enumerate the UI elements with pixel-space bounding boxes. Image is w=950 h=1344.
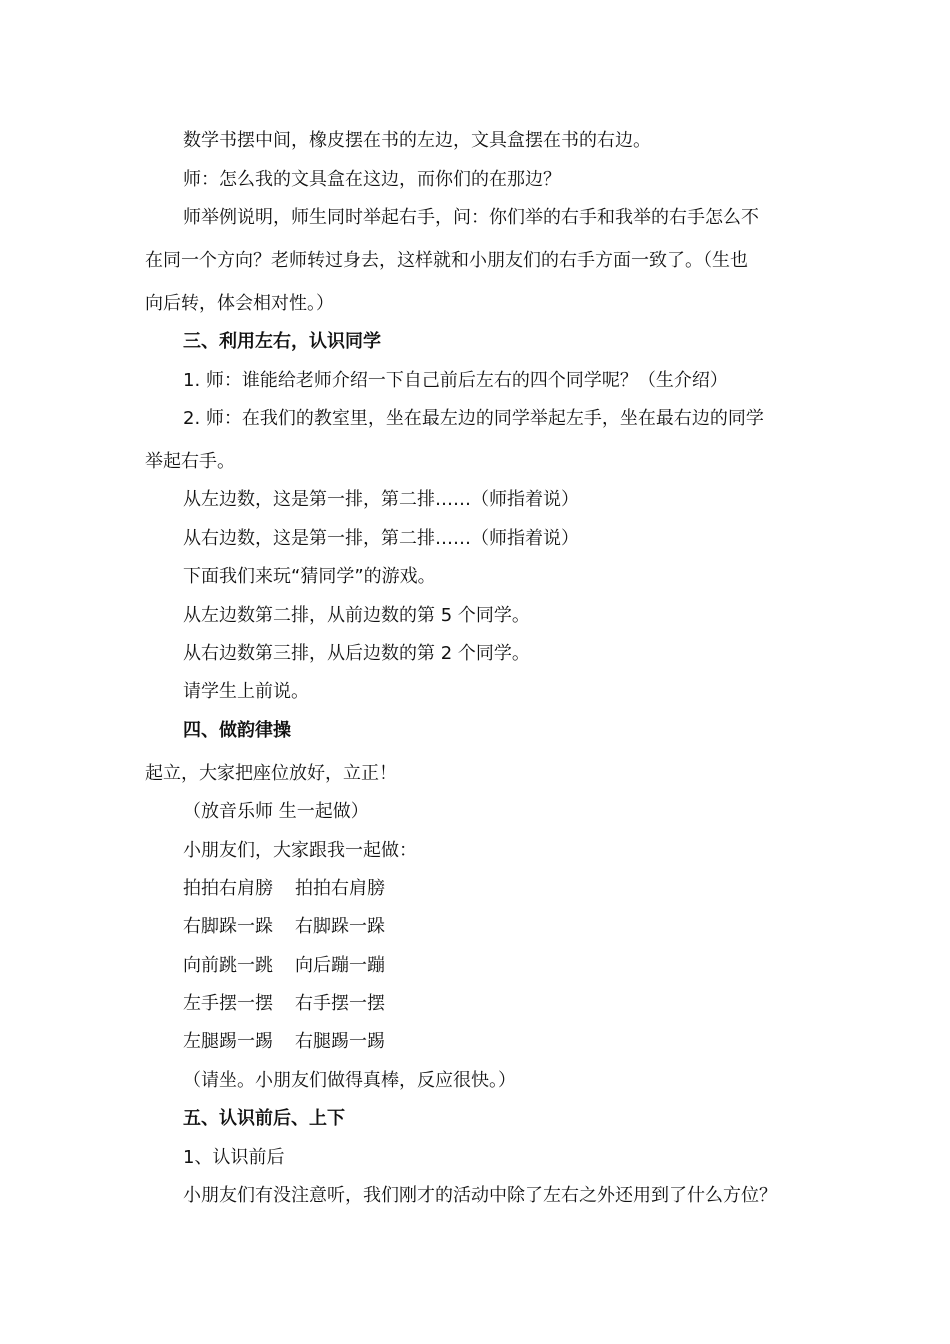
exercise-line bbox=[0, 1030, 950, 1054]
exercise-line bbox=[0, 954, 950, 978]
exercise-right: 向后蹦一蹦 bbox=[295, 955, 385, 976]
paragraph: 在同一个方向？老师转过身去，这样就和小朋友们的右手方面一致了。（生也 bbox=[145, 250, 748, 271]
exercise-right: 右脚跺一跺 bbox=[295, 916, 385, 937]
paragraph: 师：怎么我的文具盒在这边，而你们的在那边？ bbox=[183, 169, 561, 190]
section-heading: 五、认识前后、上下 bbox=[183, 1108, 345, 1129]
exercise-left: 右脚跺一跺 bbox=[183, 916, 273, 937]
exercise-line bbox=[0, 877, 950, 901]
exercise-right: 拍拍右肩膀 bbox=[295, 878, 385, 899]
paragraph: 举起右手。 bbox=[145, 451, 235, 472]
paragraph: 小朋友们有没注意听，我们刚才的活动中除了左右之外还用到了什么方位？ bbox=[183, 1185, 777, 1206]
exercise-right: 右腿踢一踢 bbox=[295, 1031, 385, 1052]
paragraph: 请学生上前说。 bbox=[183, 681, 309, 702]
paragraph: 起立，大家把座位放好，立正！ bbox=[145, 763, 397, 784]
exercise-left: 拍拍右肩膀 bbox=[183, 878, 273, 899]
exercise-left: 左腿踢一踢 bbox=[183, 1031, 273, 1052]
section-heading: 三、利用左右，认识同学 bbox=[183, 331, 381, 352]
paragraph: 师举例说明，师生同时举起右手，问：你们举的右手和我举的右手怎么不 bbox=[183, 207, 759, 228]
list-item: 2. 师：在我们的教室里，坐在最左边的同学举起左手，坐在最右边的同学 bbox=[183, 408, 764, 429]
section-heading: 四、做韵律操 bbox=[183, 720, 291, 741]
paragraph: 从右边数第三排，从后边数的第 2 个同学。 bbox=[183, 643, 530, 664]
exercise-line bbox=[0, 992, 950, 1016]
paragraph: （请坐。小朋友们做得真棒，反应很快。） bbox=[183, 1070, 516, 1091]
exercise-line bbox=[0, 915, 950, 939]
exercise-right: 右手摆一摆 bbox=[295, 993, 385, 1014]
paragraph: 下面我们来玩“猜同学”的游戏。 bbox=[183, 566, 436, 587]
paragraph: 小朋友们，大家跟我一起做： bbox=[183, 840, 417, 861]
paragraph: 数学书摆中间，橡皮摆在书的左边，文具盒摆在书的右边。 bbox=[183, 130, 651, 151]
paragraph: 从右边数，这是第一排，第二排……（师指着说） bbox=[183, 528, 579, 549]
paragraph: （放音乐师 生一起做） bbox=[183, 801, 369, 822]
subheading: 1、认识前后 bbox=[183, 1147, 285, 1168]
paragraph: 从左边数第二排，从前边数的第 5 个同学。 bbox=[183, 605, 530, 626]
exercise-left: 向前跳一跳 bbox=[183, 955, 273, 976]
exercise-left: 左手摆一摆 bbox=[183, 993, 273, 1014]
list-item: 1. 师：谁能给老师介绍一下自己前后左右的四个同学呢？（生介绍） bbox=[183, 370, 728, 391]
paragraph: 向后转，体会相对性。） bbox=[145, 293, 334, 314]
paragraph: 从左边数，这是第一排，第二排……（师指着说） bbox=[183, 489, 579, 510]
